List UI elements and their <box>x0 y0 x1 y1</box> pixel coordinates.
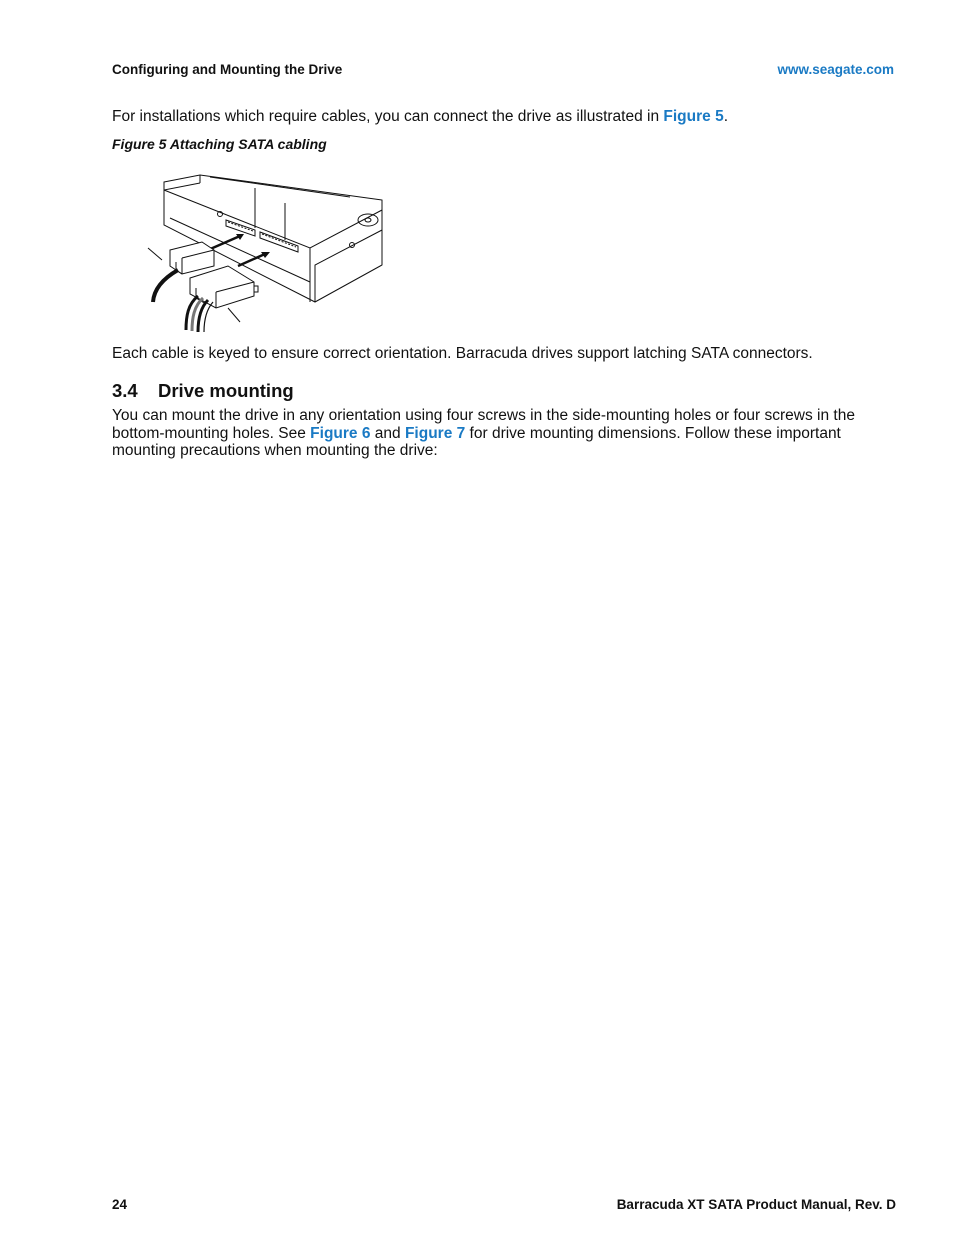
intro-paragraph <box>112 108 902 126</box>
header-website-link[interactable]: www.seagate.com <box>777 62 894 77</box>
figure-caption: Figure 5 Attaching SATA cabling <box>112 136 327 152</box>
keyed-note-paragraph: Each cable is keyed to ensure correct orientation. Barracuda drives support latching SATA connectors. <box>112 345 813 362</box>
mounting-text-2: and <box>370 424 405 442</box>
page-number: 24 <box>112 1197 128 1212</box>
section-title: Drive mounting <box>158 380 294 401</box>
sata-cabling-illustration <box>140 170 390 340</box>
section-heading <box>112 380 294 402</box>
manual-title: Barracuda XT SATA Product Manual, Rev. D <box>616 1197 896 1212</box>
mounting-text-3: for drive mounting dimensions. Follow these important mounting precautions when mounting the drive: <box>112 424 841 459</box>
intro-text-end: . <box>723 108 729 125</box>
section-number: 3.4 <box>112 380 138 401</box>
drive-mounting-paragraph <box>112 407 902 460</box>
figure-6-link[interactable]: Figure 6 <box>310 424 371 442</box>
mounting-text-1: You can mount the drive in any orientation using four screws in the side-mounting holes or four screws in the bottom-mounting holes. See <box>112 407 855 442</box>
figure-7-link[interactable]: Figure 7 <box>404 424 466 442</box>
sata-cabling-figure <box>140 170 390 340</box>
figure-5-link[interactable]: Figure 5 <box>663 108 724 125</box>
header-section-title: Configuring and Mounting the Drive <box>112 62 343 77</box>
intro-text: For installations which require cables, you can connect the drive as illustrated in <box>112 108 664 125</box>
